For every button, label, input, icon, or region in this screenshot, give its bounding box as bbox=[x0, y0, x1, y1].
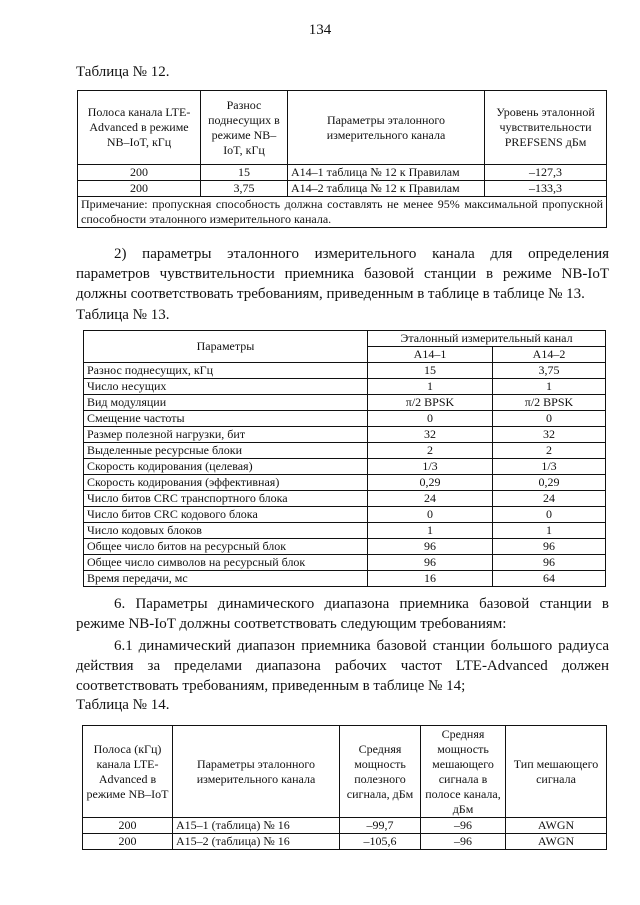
table-cell: 0 bbox=[368, 507, 493, 523]
table-cell: Время передачи, мс bbox=[84, 571, 368, 587]
table-cell: 0 bbox=[493, 507, 606, 523]
table-row bbox=[84, 555, 606, 571]
table-cell: Разнос поднесущих, кГц bbox=[84, 363, 368, 379]
table-cell: 15 bbox=[201, 165, 288, 181]
table-cell: 200 bbox=[83, 818, 173, 834]
table-row bbox=[78, 165, 607, 181]
table-cell: Размер полезной нагрузки, бит bbox=[84, 427, 368, 443]
table-cell: 0,29 bbox=[493, 475, 606, 491]
table-cell: Скорость кодирования (целевая) bbox=[84, 459, 368, 475]
table-cell: 3,75 bbox=[493, 363, 606, 379]
table-cell: –133,3 bbox=[485, 181, 607, 197]
table-cell: 2 bbox=[368, 443, 493, 459]
table-cell: A15–2 (таблица) № 16 bbox=[173, 834, 340, 850]
table-row bbox=[84, 379, 606, 395]
table-cell: Скорость кодирования (эффективная) bbox=[84, 475, 368, 491]
table-cell: 1/3 bbox=[368, 459, 493, 475]
t13-header-group: Эталонный измерительный канал bbox=[368, 331, 606, 347]
t12-header-band: Полоса канала LTE-Advanced в режиме NB–IoT, кГц bbox=[78, 91, 201, 165]
table-cell: –96 bbox=[421, 834, 506, 850]
table-cell: –127,3 bbox=[485, 165, 607, 181]
table-cell: Число кодовых блоков bbox=[84, 523, 368, 539]
table-cell: 3,75 bbox=[201, 181, 288, 197]
table-cell: Число битов CRC кодового блока bbox=[84, 507, 368, 523]
table-row bbox=[84, 491, 606, 507]
table-cell: Число битов CRC транспортного блока bbox=[84, 491, 368, 507]
table-cell: 96 bbox=[493, 539, 606, 555]
t14-header-params: Параметры эталонного измерительного канала bbox=[173, 726, 340, 818]
table-row bbox=[84, 459, 606, 475]
table-cell: 24 bbox=[368, 491, 493, 507]
table-cell: 96 bbox=[368, 539, 493, 555]
table-cell: AWGN bbox=[506, 818, 607, 834]
table-cell: 32 bbox=[493, 427, 606, 443]
table-cell: 1/3 bbox=[493, 459, 606, 475]
table-cell: 1 bbox=[368, 523, 493, 539]
table-cell: Общее число битов на ресурсный блок bbox=[84, 539, 368, 555]
table-row bbox=[84, 475, 606, 491]
table-cell: Смещение частоты bbox=[84, 411, 368, 427]
t13-header-a14-2: A14–2 bbox=[493, 347, 606, 363]
paragraph-6-1: 6.1 динамический диапазон приемника базовой станции большого радиуса действия за пределами диапазона рабочих частот LTE-Advanced должен соответствовать требованиям, приведенным в таблице № 14; bbox=[76, 638, 609, 694]
table-cell: 0 bbox=[493, 411, 606, 427]
table-12-caption: Таблица № 12. bbox=[76, 64, 170, 80]
table-row bbox=[84, 443, 606, 459]
table-row bbox=[83, 818, 607, 834]
t12-header-params: Параметры эталонного измерительного канала bbox=[288, 91, 485, 165]
table-cell: 1 bbox=[493, 379, 606, 395]
table-row bbox=[83, 834, 607, 850]
t12-header-spacing: Разнос поднесущих в режиме NB–IoT, кГц bbox=[201, 91, 288, 165]
table-cell: –105,6 bbox=[340, 834, 421, 850]
t14-header-band: Полоса (кГц) канала LTE-Advanced в режиме NB–IoT bbox=[83, 726, 173, 818]
table-cell: A14–1 таблица № 12 к Правилам bbox=[288, 165, 485, 181]
t14-header-interferer-power: Средняя мощность мешающего сигнала в полосе канала, дБм bbox=[421, 726, 506, 818]
table-row bbox=[84, 507, 606, 523]
page-number: 134 bbox=[308, 22, 332, 38]
table-cell: 0 bbox=[368, 411, 493, 427]
table-cell: Число несущих bbox=[84, 379, 368, 395]
t12-header-sensitivity: Уровень эталонной чувствительности PREFSENS дБм bbox=[485, 91, 607, 165]
table-row bbox=[84, 571, 606, 587]
table-cell: 16 bbox=[368, 571, 493, 587]
table-cell: 200 bbox=[78, 165, 201, 181]
t13-header-a14-1: A14–1 bbox=[368, 347, 493, 363]
t14-header-useful-power: Средняя мощность полезного сигнала, дБм bbox=[340, 726, 421, 818]
table-cell: Общее число символов на ресурсный блок bbox=[84, 555, 368, 571]
table-cell: 96 bbox=[493, 555, 606, 571]
table-cell: A15–1 (таблица) № 16 bbox=[173, 818, 340, 834]
paragraph-2: 2) параметры эталонного измерительного канала для определения параметров чувствительности приемника базовой станции в режиме NB-IoT должны соответствовать требованиям, приведенным в таблице в таблице № 13. bbox=[76, 246, 609, 302]
table-14-caption: Таблица № 14. bbox=[76, 697, 170, 713]
table-row bbox=[84, 395, 606, 411]
table-cell: 32 bbox=[368, 427, 493, 443]
table-cell: 15 bbox=[368, 363, 493, 379]
paragraph-6: 6. Параметры динамического диапазона приемника базовой станции в режиме NB-IoT должны соответствовать следующим требованиям: bbox=[76, 596, 609, 632]
table-cell: Выделенные ресурсные блоки bbox=[84, 443, 368, 459]
t12-note: Примечание: пропускная способность должна составлять не менее 95% максимальной пропускной способности эталонного измерительного канала. bbox=[78, 197, 607, 228]
t14-header-interferer-type: Тип мешающего сигнала bbox=[506, 726, 607, 818]
table-row bbox=[84, 539, 606, 555]
table-14 bbox=[82, 725, 607, 850]
table-12 bbox=[77, 90, 607, 228]
table-row bbox=[84, 427, 606, 443]
table-row bbox=[84, 523, 606, 539]
table-row bbox=[84, 411, 606, 427]
table-cell: 200 bbox=[78, 181, 201, 197]
table-cell: –99,7 bbox=[340, 818, 421, 834]
table-cell: –96 bbox=[421, 818, 506, 834]
table-cell: π/2 BPSK bbox=[368, 395, 493, 411]
table-row bbox=[84, 363, 606, 379]
table-cell: 0,29 bbox=[368, 475, 493, 491]
table-cell: 2 bbox=[493, 443, 606, 459]
table-cell: Вид модуляции bbox=[84, 395, 368, 411]
table-cell: 64 bbox=[493, 571, 606, 587]
t13-header-params: Параметры bbox=[84, 331, 368, 363]
table-row bbox=[78, 181, 607, 197]
table-cell: π/2 BPSK bbox=[493, 395, 606, 411]
table-cell: 96 bbox=[368, 555, 493, 571]
table-cell: A14–2 таблица № 12 к Правилам bbox=[288, 181, 485, 197]
table-cell: 24 bbox=[493, 491, 606, 507]
table-cell: 1 bbox=[493, 523, 606, 539]
table-13 bbox=[83, 330, 606, 587]
table-cell: 200 bbox=[83, 834, 173, 850]
table-13-caption: Таблица № 13. bbox=[76, 307, 170, 323]
table-cell: 1 bbox=[368, 379, 493, 395]
table-cell: AWGN bbox=[506, 834, 607, 850]
